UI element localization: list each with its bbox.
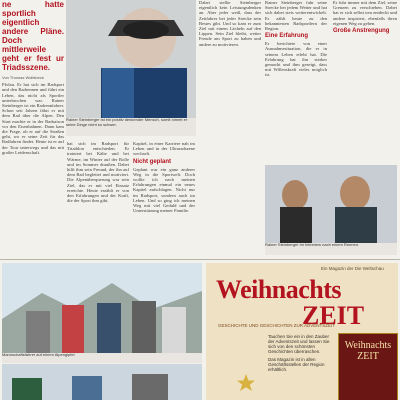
article-column-2	[67, 141, 129, 258]
body-text: Geplant war ein ganz anderer Weg in die Sportwelt. Doch wollte ich nach meinen Erfahrungen einmal ein neues Kapitel aufschlagen. Nicht nur im Radsport, sondern auch im Leben. Und so ging ich meinen Weg mit viel Geduld und der Unterstützung meiner Familie.	[133, 166, 195, 214]
article-column-1	[2, 0, 64, 258]
photo-cyclist	[66, 0, 196, 118]
section-subhead: Nicht geplant	[133, 158, 172, 165]
body-text: Rainer Steinberger fuhr seine Strecke bei jedem Wetter und hat sich dabei stets weiterentwickelt. Er zählt heute zu den bekanntesten Radsportlern der Region.	[265, 0, 327, 32]
ad-kicker: Ein Magazin der Die Weltschau	[321, 266, 384, 271]
section-subhead: Große Anstrengung	[333, 28, 390, 35]
headline: ne hatte sportlich eigentlich andere Pläne. Doch mittlerweile geht er fest ur Triadsszene.	[2, 0, 64, 72]
cover-title: Weihnachts ZEIT	[344, 340, 392, 362]
ad-title-word: Weihnachts	[216, 275, 342, 304]
divider	[0, 259, 400, 260]
ad-text-1: Tauchen Sie ein in den Zauber der Adventszeit und lassen Sie sich von den schönsten Geschichten überraschen.	[268, 334, 330, 354]
star-icon	[236, 373, 256, 393]
ad-subtitle: GESCHICHTE UND GESCHICHTEN ZUR ADVENTSZEIT	[218, 323, 336, 328]
article-column-6	[333, 0, 397, 160]
article-column-4	[199, 0, 261, 258]
body-text: Er fuhr immer mit dem Ziel, seine Grenzen zu verschieben. Dabei hat er sich selbst neu entdeckt und andere inspiriert, ebenfalls ihren eigenen Weg zu gehen.	[333, 0, 397, 26]
photo-group-alps	[2, 263, 202, 353]
photo-interview	[265, 165, 397, 243]
body-text: Dabei stellte Steinberger eigentlich kein Leistungsdenken an. Aber jeder weiß, dass der Zeitfahrer bei jeder Strecke sein Bestes gibt. Und so kam er zum Ziel mit einem Lächeln auf den Lippen. Sein Ziel bleibt, weiter Freude am Sport zu haben und andere zu motivieren.	[199, 0, 261, 47]
body-text: Pfolau. Er hat sich im Radsport und den Radrennen und führt ein Leben, das nicht als Sportler unterbrochen war. Rainer Steinberger ist ein Radrennfahrer. Schon seit Jahren fährt er mit dem Rad über die Alpen. Den Start machte er in der Radsaison vor den Eisenbahnen. Dann kam die Frage, ob er auf die Straßen geht, wo er seine Zeit für das Radfahren findet. Heute ist er auf der Tour unterwegs und das mit großer Leidenschaft.	[2, 82, 64, 155]
photo-bottom-strip	[2, 364, 202, 400]
body-text: Er berichtete von einer Ausnahmesituation, die er in seinem Leben erlebt hat. Die Erfahrung hat ihn stärker gemacht und ihm gezeigt, dass mit Willenskraft vieles möglich ist.	[265, 41, 327, 78]
byline: Von Thomas Wolfsbeck	[2, 75, 44, 80]
christmas-advertisement	[206, 263, 398, 400]
ad-text-2: Das Magazin ist in allen Geschäftsstellen der Region erhältlich.	[268, 357, 325, 372]
body-text: Kapitel, in einer Karriere nah im Leben und in der Ultraradszene wechselt.	[133, 141, 195, 157]
photo-caption-1: Rainer Steinberger ist ein positiv denkender Mensch, somit nimmt er seine Dinge nicht so schwer.	[66, 118, 196, 136]
photo-caption-3: Mannschaftsfahrer auf einem Alpengipfel	[2, 353, 202, 363]
ad-body	[268, 334, 330, 372]
photo-caption-2: Rainer Steinberger im Interview nach einem Rennen.	[265, 243, 397, 255]
body-text: hat sich im Radsport für Triathlon entschieden. Er trainiert bei Kälte und bei Wärme, im Winter auf der Rolle und im Sommer draußen. Dabei hilft ihm sein Freund, der ihn auf dem Rad begleitet und motiviert. Die Alpenüberquerung war sein Ziel, das er mit viel Einsatz erreichte. Heute erzählt er von den Erfahrungen und der Kraft, die der Sport ihm gibt.	[67, 141, 129, 204]
magazine-cover	[338, 333, 398, 400]
ad-title-zeit: ZEIT	[302, 301, 365, 330]
article-column-5	[265, 0, 327, 160]
section-subhead: Eine Erfahrung	[265, 33, 309, 40]
article-column-3	[133, 141, 195, 258]
